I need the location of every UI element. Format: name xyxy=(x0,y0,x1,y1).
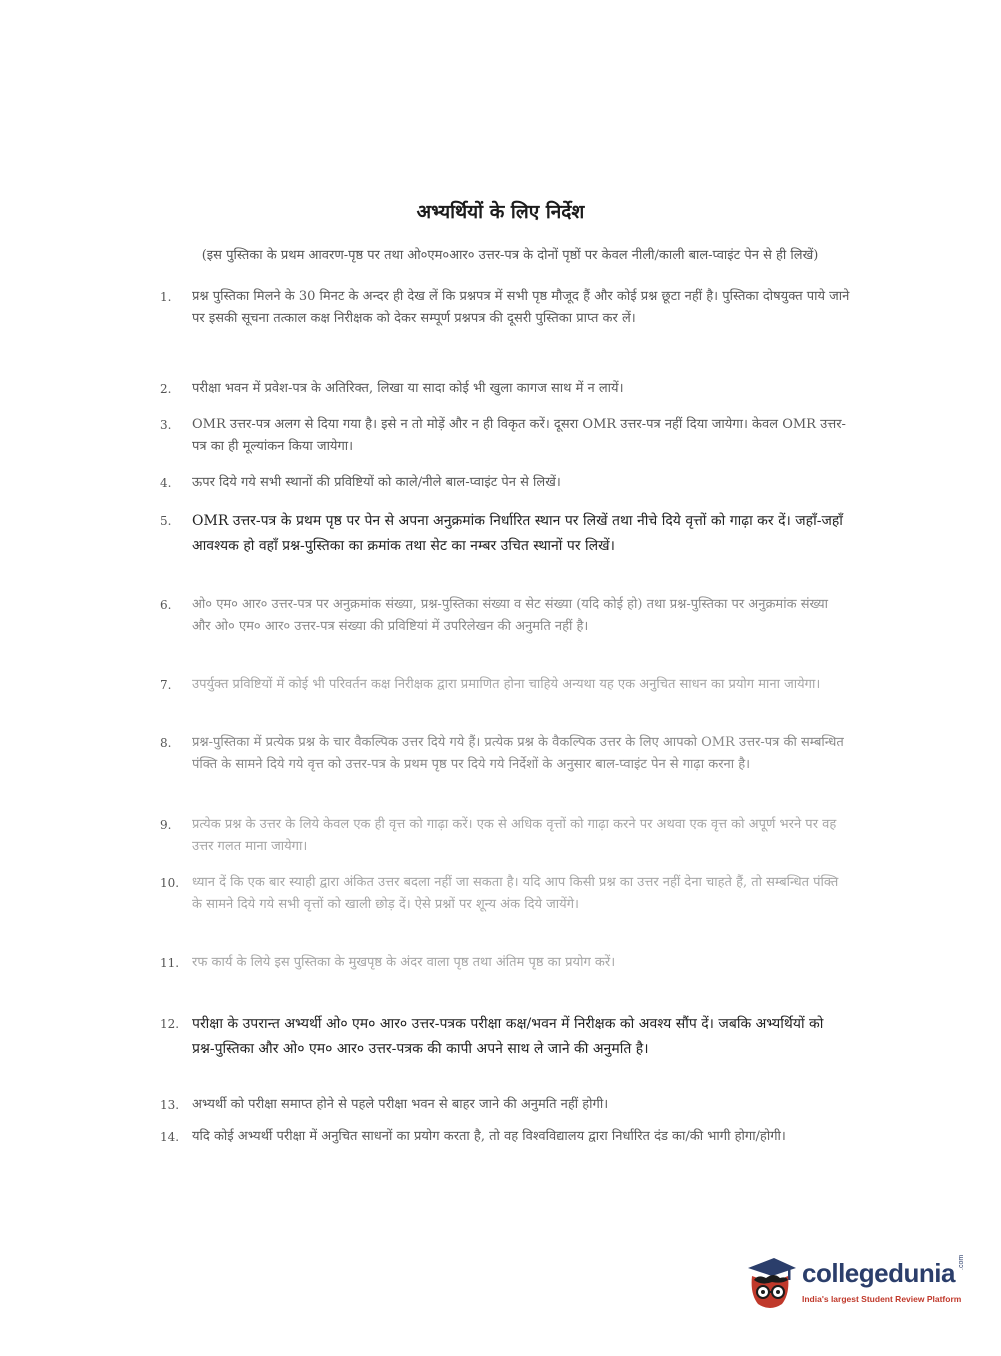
page-subtitle: (इस पुस्तिका के प्रथम आवरण-पृष्ठ पर तथा ओ०एम०आर० उत्तर-पत्र के दोनों पृष्ठों पर केवल नीली/काली बाल-प्वाइंट पेन से ही लिखें) xyxy=(201,248,819,263)
list-item xyxy=(160,414,850,458)
item-text: परीक्षा भवन में प्रवेश-पत्र के अतिरिक्त, लिखा या सादा कोई भी खुला कागज साथ में न लायें। xyxy=(192,381,624,396)
item-number: 6. xyxy=(160,598,172,612)
item-number: 7. xyxy=(160,678,172,692)
list-item xyxy=(160,472,850,494)
item-text: उपर्युक्त प्रविष्टियों में कोई भी परिवर्तन कक्ष निरीक्षक द्वारा प्रमाणित होना चाहिये अन्यथा यह एक अनुचित साधन का प्रयोग माना जायेगा। xyxy=(192,677,821,692)
item-number: 9. xyxy=(160,818,172,832)
item-text: यदि कोई अभ्यर्थी परीक्षा में अनुचित साधनों का प्रयोग करता है, तो वह विश्वविद्यालय द्वारा निर्धारित दंड का/की भागी होगा/होगी। xyxy=(192,1129,786,1144)
item-number: 14. xyxy=(160,1130,180,1144)
item-text: प्रश्न पुस्तिका मिलने के 30 मिनट के अन्दर ही देख लें कि प्रश्नपत्र में सभी पृष्ठ मौजूद हैं और कोई प्रश्न छूटा नहीं है। पुस्तिका दोषयुक्त पाये जाने पर इसकी सूचना तत्काल कक्ष निरीक्षक को देकर सम्पूर्ण प्रश्नपत्र की दूसरी पुस्तिका प्राप्त कर लें। xyxy=(192,289,850,326)
list-item xyxy=(160,1126,850,1148)
item-text: प्रत्येक प्रश्न के उत्तर के लिये केवल एक ही वृत्त को गाढ़ा करें। एक से अधिक वृत्तों को गाढ़ा करने पर अथवा एक वृत्त को अपूर्ण भरने पर वह उत्तर गलत माना जायेगा। xyxy=(192,817,837,854)
list-item xyxy=(160,594,850,638)
item-number: 13. xyxy=(160,1098,180,1112)
list-item xyxy=(160,674,850,696)
logo-wordmark: collegedunia xyxy=(802,1258,955,1288)
list-item xyxy=(160,378,850,400)
list-item xyxy=(160,286,850,330)
item-text: ऊपर दिये गये सभी स्थानों की प्रविष्टियों को काले/नीले बाल-प्वाइंट पेन से लिखें। xyxy=(192,475,561,490)
logo-tagline: India's largest Student Review Platform xyxy=(802,1294,962,1304)
page-title: अभ्यर्थियों के लिए निर्देश xyxy=(416,201,585,223)
list-item xyxy=(160,952,850,974)
item-number: 2. xyxy=(160,382,172,396)
item-number: 11. xyxy=(160,956,180,970)
logo-domain: .com xyxy=(958,1254,965,1270)
list-item xyxy=(160,509,850,559)
item-text: प्रश्न-पुस्तिका में प्रत्येक प्रश्न के चार वैकल्पिक उत्तर दिये गये हैं। प्रत्येक प्रश्न के वैकल्पिक उत्तर के लिए आपको OMR उत्तर-पत्र की सम्बन्धित पंक्ति के सामने दिये गये वृत्त को उत्तर-पत्र के प्रथम पृष्ठ पर दिये गये निर्देशों के अनुसार बाल-प्वाइंट पेन से गाढ़ा करना है। xyxy=(192,735,844,772)
item-text: ध्यान दें कि एक बार स्याही द्वारा अंकित उत्तर बदला नहीं जा सकता है। यदि आप किसी प्रश्न का उत्तर नहीं देना चाहते हैं, तो सम्बन्धित पंक्ति के सामने दिये गये सभी वृत्तों को खाली छोड़ दें। ऐसे प्रश्नों पर शून्य अंक दिये जायेंगे। xyxy=(192,875,839,912)
list-item xyxy=(160,814,850,858)
item-text: OMR उत्तर-पत्र के प्रथम पृष्ठ पर पेन से अपना अनुक्रमांक निर्धारित स्थान पर लिखें तथा नीचे दिये वृत्तों को गाढ़ा कर दें। जहाँ-जहाँ आवश्यक हो वहाँ प्रश्न-पुस्तिका का क्रमांक तथा सेट का नम्बर उचित स्थानों पर लिखें। xyxy=(192,513,843,554)
item-number: 1. xyxy=(160,290,172,304)
item-number: 4. xyxy=(160,476,172,490)
list-item xyxy=(160,1094,850,1116)
list-item xyxy=(160,732,850,776)
collegedunia-logo xyxy=(744,1248,974,1314)
item-text: अभ्यर्थी को परीक्षा समाप्त होने से पहले परीक्षा भवन से बाहर जाने की अनुमति नहीं होगी। xyxy=(192,1097,609,1112)
item-text: परीक्षा के उपरान्त अभ्यर्थी ओ० एम० आर० उत्तर-पत्रक परीक्षा कक्ष/भवन में निरीक्षक को अवश्य सौंप दें। जबकि अभ्यर्थियों को प्रश्न-पुस्तिका और ओ० एम० आर० उत्तर-पत्रक की कापी अपने साथ ले जाने की अनुमति है। xyxy=(192,1016,824,1057)
student-mascot-icon xyxy=(744,1254,798,1310)
item-number: 3. xyxy=(160,418,172,432)
item-number: 5. xyxy=(160,514,172,528)
item-number: 8. xyxy=(160,736,172,750)
list-item xyxy=(160,872,850,916)
item-text: ओ० एम० आर० उत्तर-पत्र पर अनुक्रमांक संख्या, प्रश्न-पुस्तिका संख्या व सेट संख्या (यदि कोई हो) तथा प्रश्न-पुस्तिका पर अनुक्रमांक संख्या और ओ० एम० आर० उत्तर-पत्र संख्या की प्रविष्टियां में उपरिलेखन की अनुमति नहीं है। xyxy=(192,597,828,634)
item-text: OMR उत्तर-पत्र अलग से दिया गया है। इसे न तो मोड़ें और न ही विकृत करें। दूसरा OMR उत्तर-पत्र नहीं दिया जायेगा। केवल OMR उत्तर-पत्र का ही मूल्यांकन किया जायेगा। xyxy=(192,417,846,454)
item-text: रफ कार्य के लिये इस पुस्तिका के मुखपृष्ठ के अंदर वाला पृष्ठ तथा अंतिम पृष्ठ का प्रयोग करें। xyxy=(192,955,616,970)
item-number: 10. xyxy=(160,876,180,890)
list-item xyxy=(160,1012,850,1062)
item-number: 12. xyxy=(160,1017,180,1031)
